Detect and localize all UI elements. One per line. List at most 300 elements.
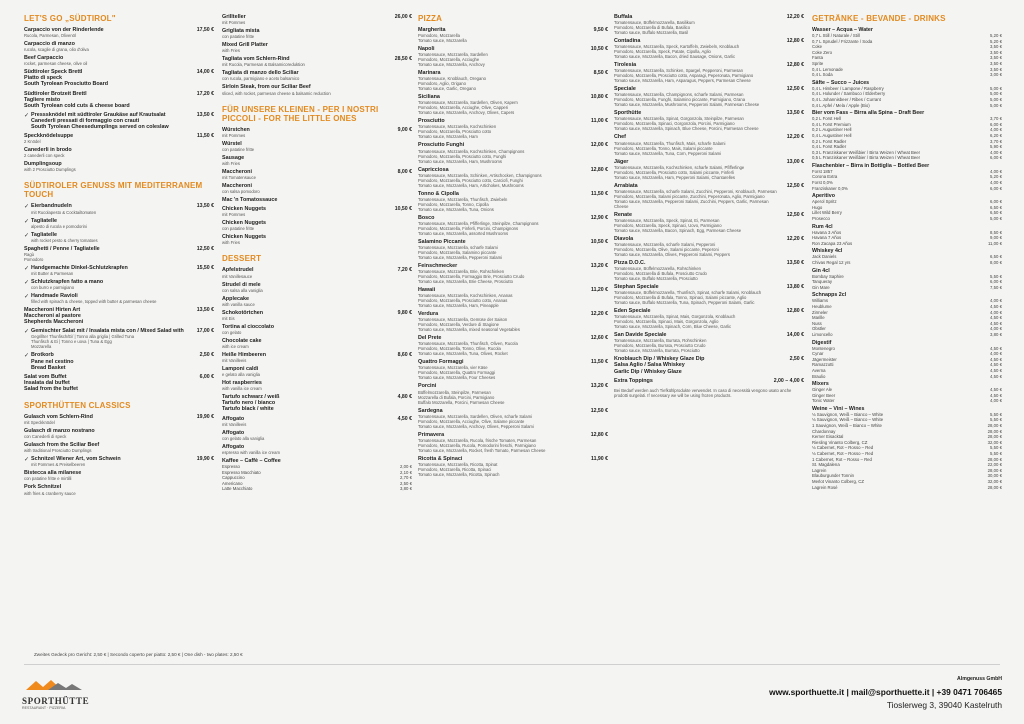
menu-item-desc: Tomato sauce, Buffalo Mozzarella, Basil (614, 30, 689, 36)
menu-item-desc: Tomato sauce, Mozzarella, Tuna, Olives, Rocket (418, 351, 508, 357)
menu-item-lines (24, 484, 214, 495)
menu-item-name: Salsa Aglio / Salsa Whiskey (614, 362, 685, 369)
drink-row (812, 398, 1002, 404)
menu-item-body (222, 430, 412, 441)
drink-row (812, 186, 1002, 192)
menu-item-text (418, 94, 587, 115)
drink-price: 5,50 € (990, 411, 1002, 417)
menu-item-price: 8,50 € (593, 70, 608, 77)
menu-item-lines (418, 287, 587, 308)
menu-item-price: 12,80 € (786, 62, 804, 69)
menu-item-desc: con patatine fritte e mirtilli (24, 476, 72, 482)
menu-item-name: Tagliata vom Schlern-Rind (222, 56, 290, 63)
menu-item-body (222, 155, 412, 166)
menu-item-name: Eierbandnudeln (31, 203, 72, 210)
menu-item (614, 212, 804, 233)
drink-price: 4,00 € (990, 326, 1002, 332)
menu-item-body (24, 428, 214, 439)
menu-item (222, 42, 412, 53)
drink-name: Lillet Wild Berry (812, 210, 842, 216)
drink-name: Zirmeler (812, 309, 828, 315)
menu-item-text (24, 91, 193, 109)
drink-name: Limoncello (812, 331, 833, 337)
menu-item-body (24, 279, 214, 290)
menu-item-lines (418, 456, 587, 477)
menu-item (222, 324, 412, 335)
menu-item (614, 378, 804, 384)
menu-item (614, 62, 804, 83)
menu-item-desc: con patatine fritte (222, 226, 255, 232)
menu-item-name: Bread Basket (31, 364, 66, 371)
menu-item (222, 169, 412, 180)
drink-name: Tonic Water (812, 398, 835, 404)
menu-item-body (418, 287, 587, 308)
menu-item-lines (24, 246, 193, 262)
menu-item-desc: Pomodoro, Mozzarella, Ricotta, Spinaci (418, 466, 492, 472)
drink-price: 5,00 € (990, 85, 1002, 91)
menu-item-text (24, 133, 193, 144)
menu-item-desc: mit Rucolapesto & Cocktailtomaten (31, 209, 97, 215)
menu-item-desc: Tomatensauce, Büffelmozzarella, Basilikum (614, 20, 695, 26)
drink-row (812, 285, 1002, 291)
coffee-name: Espresso Macchiato (222, 469, 261, 475)
contact-line[interactable]: www.sporthuette.it | mail@sporthuette.it | +39 0471 706465 (769, 687, 1002, 697)
menu-item (222, 14, 412, 25)
drink-price: 4,00 € (990, 351, 1002, 357)
logo-subtitle: RESTAURANT · PIZZERIA (22, 706, 66, 710)
menu-item-body (418, 383, 587, 404)
menu-item-text (24, 55, 214, 66)
menu-item-body (24, 456, 193, 467)
menu-item-text (222, 366, 412, 377)
menu-item-lines (418, 46, 587, 67)
menu-item-price: 11,50 € (196, 133, 214, 140)
menu-item-lines (24, 41, 214, 52)
menu-item-desc: espresso with vanilla ice cream (222, 449, 280, 455)
menu-item-name: Sardegna (418, 407, 443, 414)
drink-price: 6,00 € (990, 121, 1002, 127)
menu-item (24, 232, 214, 243)
menu-item-lines (614, 332, 783, 353)
menu-item (222, 380, 412, 391)
menu-item-name: Tortina al cioccolato (222, 323, 275, 330)
drink-price: 28,00 € (987, 428, 1002, 434)
menu-item-body (222, 183, 412, 194)
menu-item-body (418, 311, 587, 332)
section-spacer (222, 495, 412, 501)
menu-item-price: 17,00 € (196, 328, 214, 335)
drink-name: Cynar (812, 351, 824, 357)
menu-item-body (614, 378, 770, 384)
menu-item-name: Renate (614, 211, 632, 218)
menu-item-name: Schnitzel Wiener Art, vom Schwein (31, 456, 121, 463)
menu-item-lines (31, 112, 169, 130)
menu-item-name: Gemischter Salat mit / Insalata mista con / Mixed Salad with (31, 328, 184, 335)
menu-item-desc: Buffalo Mozzarella, Porcini, Parmesan Cheese (418, 399, 505, 405)
menu-item-lines (24, 55, 214, 66)
drinks-group-title: Bier vom Fass – Birra alla Spina – Draft Beer (812, 110, 925, 117)
menu-item-body (418, 46, 587, 67)
menu-item-text (24, 147, 214, 158)
menu-item-desc: filled with spinach & cheese, topped with butter & parmesan cheese (31, 299, 157, 305)
menu-item (222, 338, 412, 349)
menu-item-text (222, 352, 394, 363)
menu-item-text (222, 84, 412, 95)
coffee-price: 2,10 € (400, 469, 412, 475)
menu-item-name: Knoblauch Dip / Whiskey Glaze Dip (614, 356, 705, 363)
menu-item-desc: Pomodoro, Mozzarella, Prosciutto cotto, Salami piccante, Finferli (614, 169, 734, 175)
menu-item-body (614, 260, 783, 281)
drink-name: Chardonnay (812, 428, 836, 434)
check-icon: ✓ (24, 293, 30, 300)
drink-name: 0,4 L Himbeer / Lampone / Raspberry (812, 85, 884, 91)
drink-name: Corona Extra (812, 174, 838, 180)
section-title: DESSERT (222, 254, 262, 264)
menu-item (418, 46, 608, 67)
menu-item-desc: Tomatensauce, Mozzarella, Brie, Rohschinken (418, 269, 505, 275)
drink-row (812, 216, 1002, 222)
drink-name: Nuss (812, 320, 822, 326)
menu-item-desc: Pomodoro, Mozzarella (418, 33, 460, 39)
menu-item-lines (222, 70, 412, 81)
menu-item-name: Tartufo nero / bianco (222, 400, 276, 407)
menu-item-text (222, 127, 394, 138)
drink-name: Montenegro (812, 345, 835, 351)
menu-item (24, 218, 214, 229)
menu-item-body (418, 94, 587, 115)
drink-name: 1 Cabernet, Rot – Rosso – Red (812, 456, 872, 462)
menu-item (418, 359, 608, 380)
menu-item-lines (418, 70, 590, 91)
menu-item-name: Jäger (614, 158, 629, 165)
drinks-group-title: Rum 4cl (812, 223, 833, 230)
menu-item-lines (614, 62, 783, 83)
drink-name: Bombay Saphire (812, 273, 844, 279)
drink-row (812, 155, 1002, 161)
menu-item-body (418, 456, 587, 477)
menu-item-lines (614, 308, 783, 329)
menu-item (222, 127, 412, 138)
drink-price: 3,50 € (990, 60, 1002, 66)
menu-item-lines (222, 444, 412, 455)
menu-item-desc: with ice cream (222, 343, 249, 349)
menu-item-name: Salamino Piccante (418, 238, 466, 245)
drink-price: 6,00 € (990, 279, 1002, 285)
menu-item (222, 282, 412, 293)
menu-item (24, 414, 214, 425)
menu-item-desc: mit Vanilleeis (222, 421, 247, 427)
drink-price: 6,00 € (990, 185, 1002, 191)
menu-item-lines (222, 127, 394, 138)
menu-item-body (222, 42, 412, 53)
menu-item-body (222, 380, 412, 391)
menu-item-lines (418, 215, 587, 236)
menu-item-name: Extra Toppings (614, 377, 653, 384)
check-icon: ✓ (24, 112, 30, 119)
menu-item-name: Primavera (418, 431, 445, 438)
menu-item-body (222, 197, 412, 203)
menu-item-desc: Tomato sauce, Mozzarella (418, 38, 467, 44)
menu-item-desc: with rocket pesto & cherry tomatoes (31, 237, 98, 243)
menu-item-body (418, 263, 587, 284)
menu-item-body (614, 308, 783, 329)
menu-item-name: Grillteller (222, 14, 246, 20)
drink-name: 0,5 L Franziskaner Weißbier / Birra Weizen / Wheat Beer (812, 155, 921, 161)
menu-item-text (222, 458, 412, 492)
menu-item-lines (418, 27, 590, 43)
menu-item-price: 13,50 € (196, 203, 214, 210)
menu-item-name: Handmade Ravioli (31, 292, 78, 299)
menu-item-lines (24, 428, 214, 439)
menu-item-text (24, 352, 196, 370)
drink-price: 32,00 € (987, 479, 1002, 484)
menu-item-price: 12,50 € (786, 182, 804, 189)
drink-price: 7,50 € (990, 284, 1002, 290)
drink-name: Riesling Vinanto Colberg, CZ (812, 439, 868, 445)
menu-item-desc: Tomato sauce, Buffalo Mozzarella, Tuna, Spinach, Pepperoni Salami, Garlic (614, 300, 755, 306)
menu-item-text (614, 134, 783, 155)
menu-item-lines (418, 94, 587, 115)
menu-item-lines (418, 142, 587, 163)
menu-item-desc: rucola, scaglie di grana, olio d'oliva (24, 47, 89, 53)
drink-name: 0,2 L Augustiner Hell (812, 127, 852, 133)
menu-item-desc: Tomato sauce, Mozzarella, Anchovy, Olives, Capers (418, 110, 515, 116)
menu-item-lines (614, 38, 783, 59)
menu-item-desc: Tomato sauce, Mozzarella, Ham, Mushrooms (418, 158, 503, 164)
drink-name: 0,4 L Augustiner Hell (812, 132, 852, 138)
menu-item-desc: Tomatensauce, Mozzarella, Burrata, Rohschinken (614, 338, 707, 344)
menu-item (24, 428, 214, 439)
menu-item-lines (24, 133, 193, 144)
menu-item-body (418, 142, 587, 163)
menu-item-desc: Pomodoro, Mozzarella, Burrata, Prosciutto Crudo (614, 343, 706, 349)
menu-item-desc: Tomatensauce, Mozzarella, scharfe Salami, Pepperoni (614, 241, 716, 247)
menu-item (614, 308, 804, 329)
menu-item-body (222, 366, 412, 377)
menu-item-body (24, 112, 193, 130)
menu-item-text (222, 430, 412, 441)
menu-item-name: Prosciutto Funghi (418, 142, 465, 149)
menu-item-name: South Tyrolean Cheesedumplings served on coleslaw (31, 124, 169, 131)
menu-item-text (614, 38, 783, 59)
menu-item-name: Apfelstrudel (222, 267, 254, 274)
menu-item-text (222, 206, 391, 217)
menu-item-desc: Tomatensauce, Mozzarella, Speck, Spinat, Ei, Parmesan (614, 217, 720, 223)
drink-name: 0,2 L Forst Radler (812, 138, 847, 144)
drink-price: 4,00 € (990, 180, 1002, 186)
menu-item-name: Diavola (614, 235, 634, 242)
mountain-logo-icon (22, 679, 88, 691)
menu-item (614, 260, 804, 281)
menu-item-desc: with 2 Prosciutto Dumplings (24, 167, 76, 173)
menu-item-text (24, 414, 193, 425)
drink-name: St. Magdalena (812, 462, 840, 468)
menu-item-desc: 2 canederli con speck (24, 153, 65, 159)
drink-name: Havana 3 Años (812, 229, 842, 235)
menu-item (24, 442, 214, 453)
menu-item-desc: Tomatensauce, Mozzarella, Pfifferlinge, Steinpilze, Champignons (418, 220, 539, 226)
drink-price: 28,00 € (987, 484, 1002, 490)
menu-item-price: 26,00 € (394, 14, 412, 20)
check-icon: ✓ (24, 232, 30, 239)
menu-item-lines (31, 279, 103, 290)
menu-item-lines (418, 383, 587, 404)
drink-name: Gin Mare (812, 284, 830, 290)
coffee-price: 2,00 € (400, 463, 412, 469)
menu-item-body (222, 206, 391, 217)
menu-item-name: San Davide Speciale (614, 332, 667, 339)
menu-item-desc: 2 Knödel (24, 139, 41, 145)
menu-item-text (222, 197, 412, 203)
menu-item-desc: Tomato sauce, Mozzarella, Ham, Pepperoni Salami, Chantarelles (614, 174, 736, 180)
menu-item-lines (222, 28, 412, 39)
menu-item (24, 91, 214, 109)
menu-item-price: 12,00 € (590, 142, 608, 149)
menu-item-desc: Pomodoro, Mozzarella, Formaggio Brie, Prosciutto Crudo (418, 274, 525, 280)
menu-item-text (418, 432, 587, 453)
drink-name: 0,4 L Holunder / Sambuco / Elderberry (812, 91, 886, 97)
menu-item-text (24, 265, 193, 276)
menu-item-text (418, 191, 587, 212)
menu-item-price: 4,80 € (397, 394, 412, 401)
menu-item-desc: Tomato sauce, Mozzarella, Ham (418, 134, 478, 140)
menu-item-desc: with fries & cranberry sauce (24, 490, 76, 496)
menu-item-name: Salat vom Buffet (24, 373, 67, 380)
menu-item-price: 12,80 € (786, 308, 804, 315)
menu-item-name: South Tyrolean Prosciutto Board (24, 81, 109, 88)
drinks-group-title: Wasser – Acqua – Water (812, 27, 873, 33)
drinks-group-title: Gin 4cl (812, 267, 830, 274)
menu-item-desc: Pomodoro, Mozzarella di Bufala, Tonno, Spinaci, Salami piccante, Aglio (614, 295, 747, 301)
drink-price: 4,00 € (990, 309, 1002, 315)
menu-item (614, 14, 804, 35)
menu-item-desc: Mozzarella (31, 344, 52, 350)
drink-name: Averna (812, 367, 826, 373)
drink-row (812, 332, 1002, 338)
drink-name: 0,4 L Forst Radler (812, 144, 847, 150)
menu-item-desc: Tomato sauce, Mozzarella, Pepperoni Salami (418, 254, 503, 260)
menu-item-name: Dumplingsoup (24, 161, 62, 168)
drinks-group-title: Aperitivo (812, 193, 835, 200)
menu-item (222, 70, 412, 81)
check-icon: ✓ (24, 279, 30, 286)
check-icon: ✓ (24, 204, 30, 211)
menu-item-desc: Tomatensauce, Mozzarella, Sardellen (418, 52, 488, 58)
menu-item-desc: Tomatensauce, Mozzarella, vier Käse (418, 365, 488, 371)
menu-item-name: Chef (614, 134, 626, 141)
drink-row (812, 485, 1002, 491)
menu-item-body (24, 218, 214, 229)
menu-item-price: 12,50 € (786, 211, 804, 218)
menu-item-name: Tagliere misto (24, 96, 61, 103)
menu-item-name: Chicken Nuggets (222, 234, 267, 241)
drink-price: 4,00 € (990, 398, 1002, 404)
menu-item-body (222, 234, 412, 245)
menu-item-desc: Tomatensauce, Mozzarella, Champignons, scharfe Salami, Parmesan (614, 92, 744, 98)
menu-item-name: Sporthütte (614, 110, 642, 117)
menu-item-text (222, 310, 394, 321)
menu-item-body (222, 458, 412, 492)
menu-item-desc: con salsa pomodoro (222, 189, 260, 195)
menu-item-lines (222, 296, 412, 307)
menu-item-desc: Pomodoro, Mozzarella, Spinaci, Gorgonzola, Porcini, Parmigiano (614, 121, 735, 127)
drink-name: Franziskaner 0,0% (812, 185, 848, 191)
menu-item-desc: Tomato sauce, Mozzarella, Bacon, dried Sausage, Onions, Garlic (614, 54, 736, 60)
drinks-group-title: Digestif (812, 339, 832, 346)
menu-item-text (418, 27, 590, 43)
frozen-products-note: Bei Bedarf werden auch Tiefkühlprodukte verwendet. In caso di necessità vengono usato anche prodotti surgelati. If necessary we will be using frozen products. (614, 387, 792, 398)
menu-item-text (24, 232, 214, 243)
menu-item (24, 27, 214, 38)
menu-item-desc: mit Tomatensauce (222, 174, 256, 180)
menu-item-price: 13,50 € (196, 307, 214, 314)
menu-item-name: Salad from the buffet (24, 385, 78, 392)
menu-item-body (614, 86, 783, 107)
menu-item-text (614, 378, 770, 384)
menu-item-body (24, 352, 196, 370)
menu-item-name: Eden Speciale (614, 308, 651, 315)
menu-item-lines (222, 234, 412, 245)
drink-name: ⅛ Cabernet, Rot – Rosso – Red (812, 445, 874, 451)
menu-item-text (222, 70, 412, 81)
menu-item-desc: Tomato sauce, Mozzarella, Ham, Pineapple (418, 303, 499, 309)
menu-item-name: Piatto di speck (24, 75, 63, 82)
menu-item-body (614, 284, 783, 305)
menu-item-desc: Tomatensauce, Mozzarella, Schinken, Artischocken, Champignons (418, 172, 542, 178)
drink-price: 5,90 € (990, 144, 1002, 150)
menu-item-price: 10,50 € (590, 238, 608, 245)
menu-item-price: 19,90 € (196, 414, 214, 420)
menu-item-desc: Tomato sauce, Mozzarella, Spinach, Corn, Blue Cheese, Garlic (614, 324, 732, 330)
menu-item-desc: Tomato sauce, Mozzarella, Bacon, Spinach, Egg, Parmesan Cheese (614, 227, 742, 233)
menu-item-text (418, 335, 587, 356)
menu-item-body (418, 359, 587, 380)
menu-item-name: Arrabiata (614, 182, 638, 189)
section-title: LET'S GO „SÜDTIROL" (24, 14, 116, 23)
menu-item-body (24, 328, 193, 349)
menu-item-text (24, 246, 193, 262)
menu-item (418, 456, 608, 477)
menu-item-text (24, 442, 214, 453)
drink-name: Fanta (812, 55, 823, 61)
drink-name: Tanqueray (812, 279, 833, 285)
menu-item (222, 206, 412, 217)
drink-price: 4,50 € (990, 320, 1002, 326)
menu-item-text (222, 267, 394, 278)
menu-item-desc: Tomato sauce, Mozzarella, Olives, Pepperoni Salami, Peppers (614, 251, 730, 257)
menu-item-text (24, 69, 193, 87)
drink-price: 28,00 € (987, 467, 1002, 473)
menu-item (614, 86, 804, 107)
menu-item-desc: Tomatensauce, Mozzarella, Schinken, Spargel, Pepperoni, Parmesan (614, 68, 743, 74)
menu-item-lines (24, 147, 214, 158)
menu-item-desc: Gegrillter Thunfisch/Ei/ | Tonno alla griglia | Grilled Tuna (31, 334, 135, 340)
menu-item-name: Maccheroni (222, 168, 252, 175)
menu-item-text (418, 215, 587, 236)
menu-item-desc: mit Pommes & Preiselbeeren (31, 462, 86, 468)
menu-item-lines (222, 197, 412, 203)
menu-item (614, 284, 804, 305)
menu-item-lines (31, 456, 121, 467)
menu-item-desc: Tomato sauce, Mozzarella, Four Cheeses (418, 375, 496, 381)
menu-item-text (222, 324, 412, 335)
menu-item-name: Pork Schnitzel (24, 484, 62, 491)
menu-item-body (614, 236, 783, 257)
menu-item-lines (222, 169, 394, 180)
menu-item-body (24, 246, 193, 262)
drinks-group-title: Schnapps 2cl (812, 292, 847, 299)
menu-item-desc: mit Rucola, Parmesan & Balsamicoreduktion (222, 62, 305, 68)
